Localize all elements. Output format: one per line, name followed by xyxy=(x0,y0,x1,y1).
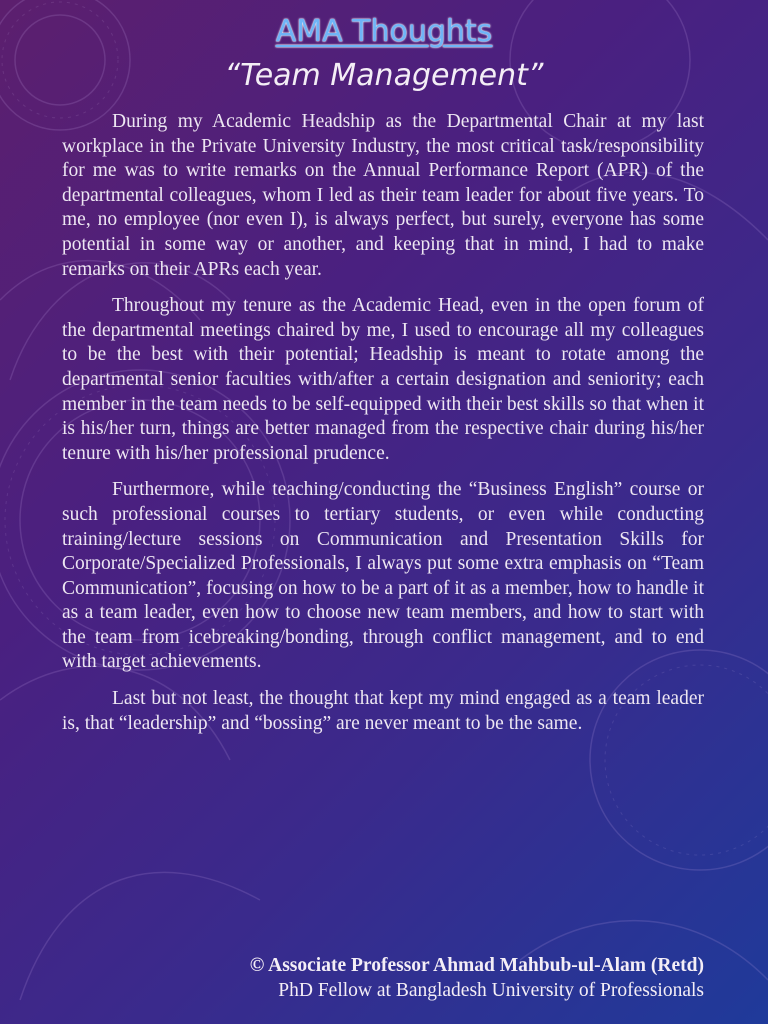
author-name: © Associate Professor Ahmad Mahbub-ul-Alam (Retd) xyxy=(249,955,704,976)
article-body xyxy=(62,110,704,748)
paragraph-1: During my Academic Headship as the Departmental Chair at my last workplace in the Private University Industry, the most critical task/responsibility for me was to write remarks on the Annual Performance Report (APR) of the departmental colleagues, whom I led as their team leader for about five years. To me, no employee (nor even I), is always perfect, but surely, everyone has some potential in some way or another, and keeping that in mind, I had to make remarks on their APRs each year. xyxy=(62,111,704,280)
page-title: AMA Thoughts xyxy=(275,14,493,49)
paragraph-2: Throughout my tenure as the Academic Head, even in the open forum of the departmental meetings chaired by me, I used to encourage all my colleagues to be the best with their potential; Headship is meant to rotate among the departmental senior faculties with/after a certain designation and seniority; each member in the team needs to be self-equipped with their best skills so that when it is his/her turn, things are better managed from the respective chair during his/her tenure with his/her professional prudence. xyxy=(62,295,704,464)
paragraph-4: Last but not least, the thought that kept my mind engaged as a team leader is, that “leadership” and “bossing” are never meant to be the same. xyxy=(62,688,704,734)
author-affiliation: PhD Fellow at Bangladesh University of Professionals xyxy=(278,980,704,1001)
author-signature xyxy=(250,953,704,1003)
page-subtitle: “Team Management” xyxy=(224,58,544,93)
paragraph-3: Furthermore, while teaching/conducting the “Business English” course or such professional courses to tertiary students, or even while conducting training/lecture sessions on Communication and Presentation Skills for Corporate/Specialized Professionals, I always put some extra emphasis on “Team Communication”, focusing on how to be a part of it as a member, how to handle it as a team leader, even how to choose new team members, and how to start with the team from icebreaking/bonding, through conflict management, and to end with target achievements. xyxy=(62,479,704,673)
